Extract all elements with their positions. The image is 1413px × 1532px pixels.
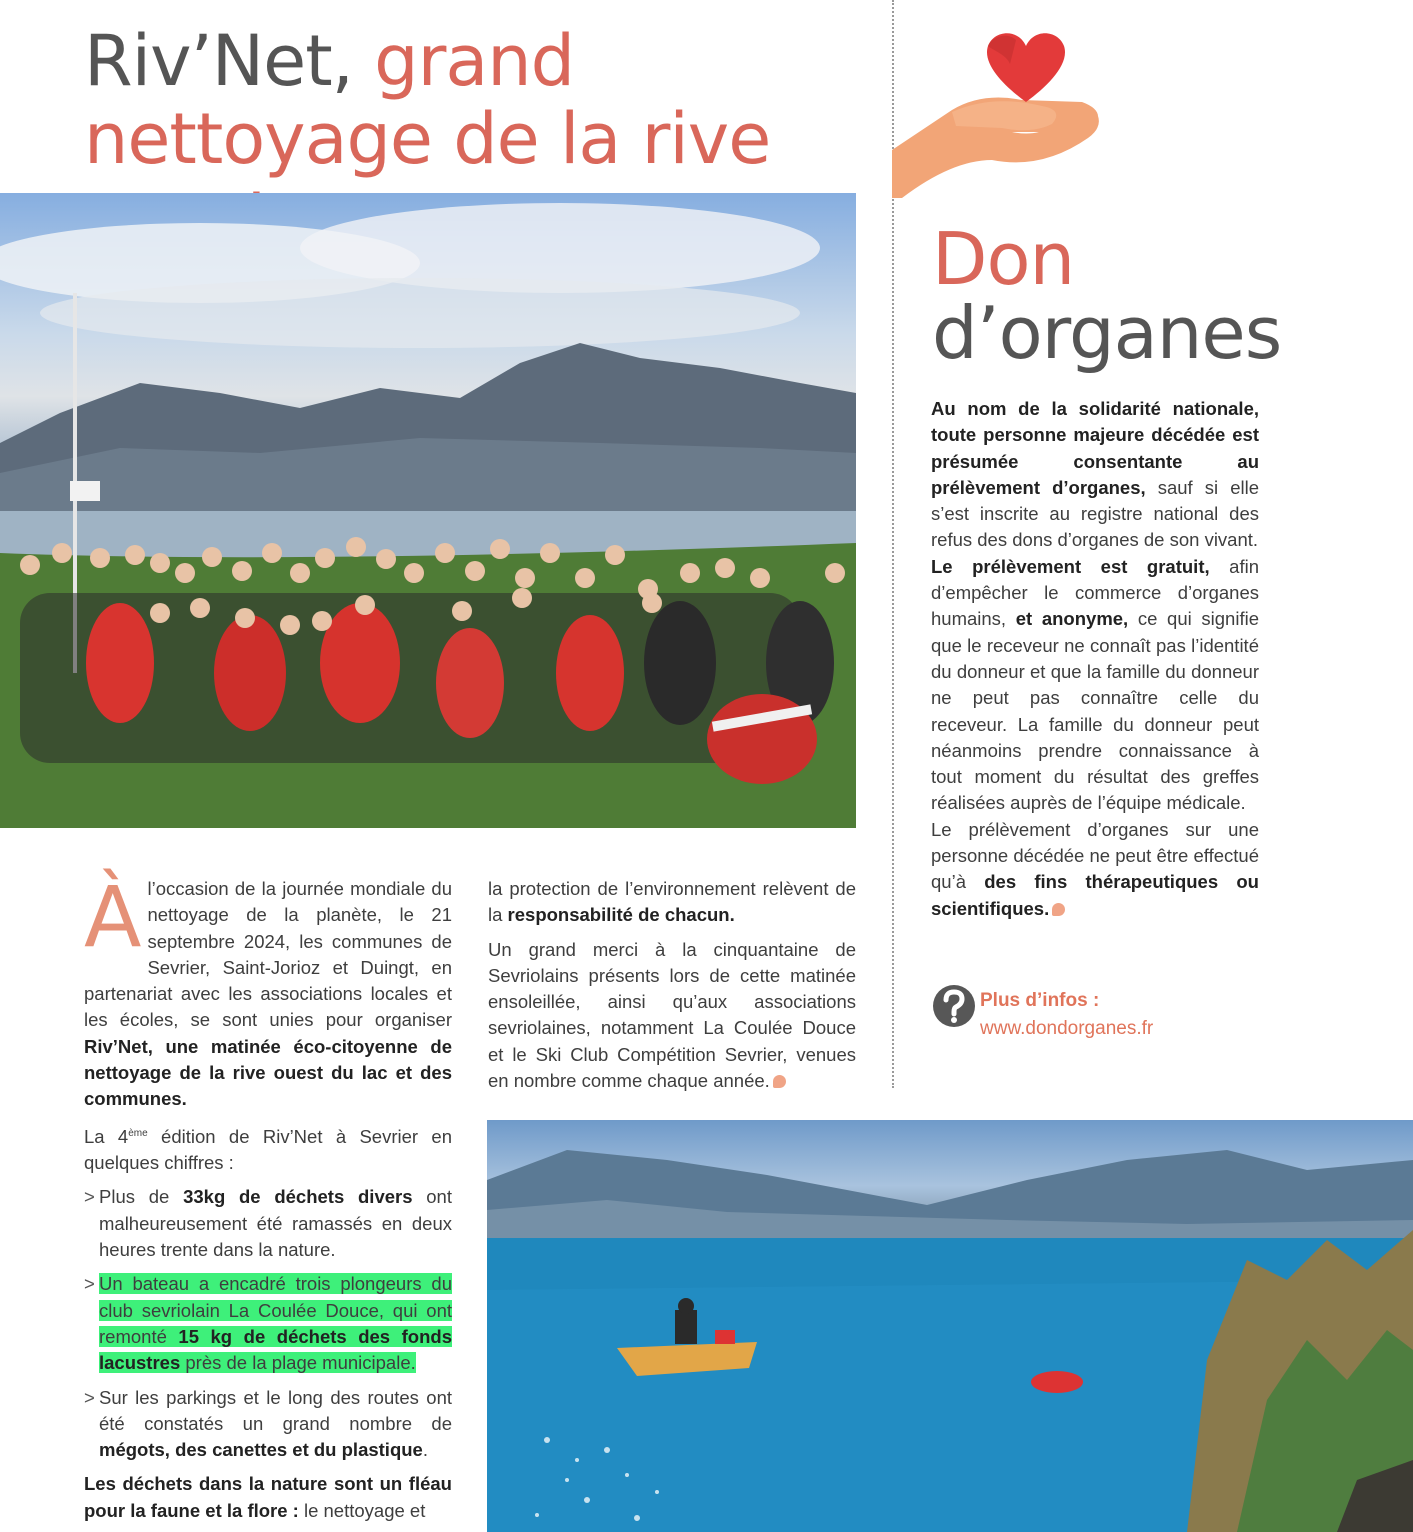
don-title-line-1: Don [932,217,1075,301]
col2-paragraph-2 [488,937,856,1095]
don-title-line-2: d’organes [932,291,1282,375]
list-item [84,1184,452,1263]
don-p2-bold-1: Le prélèvement est gratuit, [931,555,1210,577]
question-mark-icon [932,984,976,1028]
bullet3-after: . [422,1439,428,1461]
don-p1-bold: Au nom de la solidarité nationale, toute personne majeure décédée est présumée consentante au prélèvement d’organes, [931,398,1259,498]
don-p2-after: ce qui signifie que le receveur ne connaît pas l’identité du donneur et que la famille du donneur ne peut pas connaître celle du receveur. La famille du donneur peut néanmoins prendre connaissance à tout moment du résultat des greffes réalisées auprès de l’équipe médicale. [931,608,1259,814]
edition-sup: ème [128,1127,148,1139]
edition-paragraph [84,1121,452,1177]
closing-paragraph [84,1471,452,1524]
title-part-2: grand nettoyage de la rive [84,20,771,180]
don-paragraph-3 [931,817,1259,922]
don-paragraph-2 [931,554,1259,817]
list-item [84,1385,452,1464]
intro-bold: Riv’Net, une matinée éco-citoyenne de nettoyage de la rive ouest du lac et des communes. [84,1035,452,1110]
group-photo [0,193,856,828]
intro-paragraph [84,868,452,1113]
article-column-2 [488,876,856,1102]
don-p3-before: Le prélèvement d’organes sur une personne décédée ne peut être effectué qu’à [931,818,1259,893]
more-info-link[interactable]: www.dondorganes.fr [980,1018,1154,1039]
closing-bold: Les déchets dans la nature sont un fléau pour la faune et la flore : [84,1473,452,1521]
don-organes-title [932,217,1282,375]
end-mark-icon [1052,903,1065,916]
more-info-label: Plus d’infos : [980,990,1100,1011]
bullet3-before: Sur les parkings et le long des routes ont été constatés un grand nombre de [99,1386,452,1434]
bullet2-after: près de la plage municipale. [180,1352,416,1374]
lake-photo-illustration [487,1120,1413,1532]
lake-photo [487,1120,1413,1532]
bullet1-after: ont malheureusement été ramassés en deux heures trente dans la nature. [99,1186,452,1261]
intro-text: l’occasion de la journée mondiale du nettoyage de la planète, le 21 septembre 2024, les communes de Sevrier, Saint-Jorioz et Duingt, en partenariat avec les associations locales et les écoles, se sont unies pour organiser [84,878,452,1031]
col2-paragraph-1 [488,876,856,929]
bullet3-bold: mégots, des canettes et du plastique [99,1439,423,1461]
chevron-right-icon: > [84,1186,95,1208]
don-p1-after: sauf si elle s’est inscrite au registre national des refus des dons d’organes de son vivant. [931,476,1259,551]
chevron-right-icon: > [84,1386,95,1408]
group-photo-illustration [0,193,856,828]
more-info-block [932,984,1252,1044]
highlighted-text [99,1273,452,1373]
don-paragraph-1 [931,396,1259,554]
bullet1-before: Plus de [99,1186,184,1208]
list-item [84,1271,452,1376]
col2-bold-1: responsabilité de chacun. [507,904,735,926]
drop-cap: À [84,868,142,966]
don-p2-mid: afin d’empêcher le commerce d’organes humains, [931,555,1260,630]
don-p3-bold: des fins thérapeutiques ou scientifiques. [931,871,1259,919]
bullet2-bold: 15 kg de déchets des fonds lacustres [99,1325,452,1374]
bullet2-before: Un bateau a encadré trois plongeurs du club sevriolain La Coulée Douce, qui ont remonté [99,1273,452,1347]
edition-after: édition de Riv’Net à Sevrier en quelques chiffres : [84,1125,452,1174]
figures-list [84,1184,452,1463]
don-p2-bold-2: et anonyme, [1015,608,1129,630]
chevron-right-icon: > [84,1273,95,1295]
bullet1-bold: 33kg de déchets divers [183,1186,413,1208]
col2-text-2: Un grand merci à la cinquantaine de Sevriolains présents lors de cette matinée ensoleillée, ainsi qu’aux associations sevriolaines, notamment La Coulée Douce et le Ski Club Compétition Sevrier, venues en nombre comme chaque année. [488,938,856,1092]
edition-before: La 4 [84,1125,129,1147]
closing-after: le nettoyage et [298,1499,426,1521]
end-mark-icon [773,1075,786,1088]
heart-hand-icon [892,20,1112,200]
col2-text-1: la protection de l’environnement relèvent de la [488,878,856,926]
title-part-1: Riv’Net, [84,20,353,102]
article-column-3 [931,396,1259,922]
article-column-1 [84,868,452,1532]
